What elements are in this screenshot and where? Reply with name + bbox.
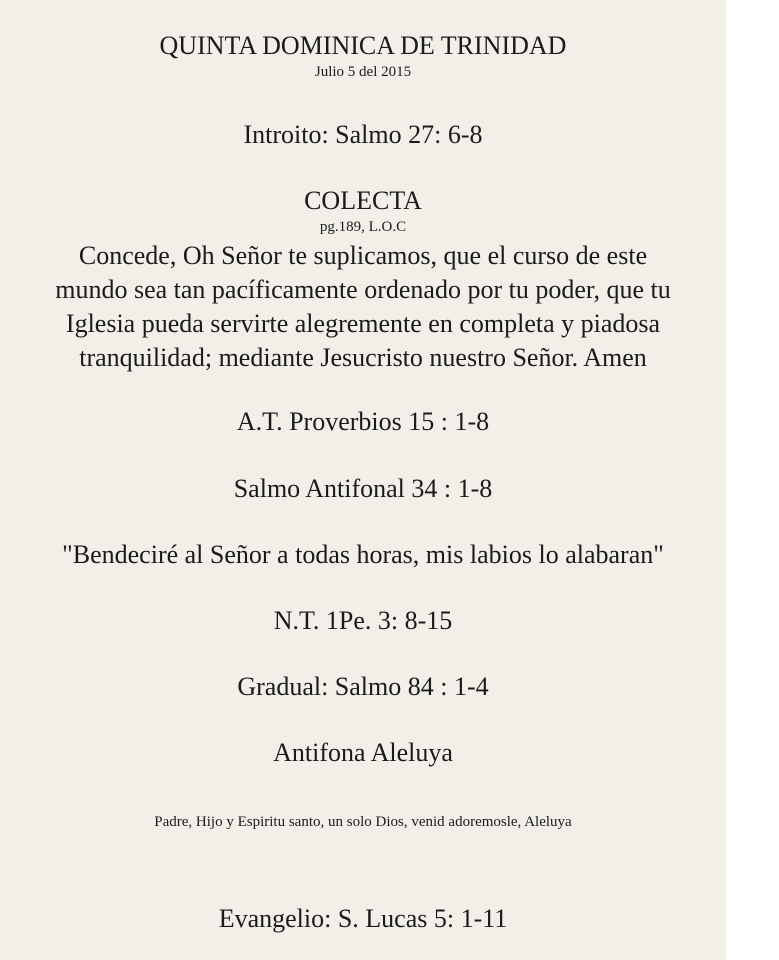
prayer-line: mundo sea tan pacíficamente ordenado por tu poder, que tu <box>55 275 671 304</box>
colecta-reference: pg.189, L.O.C <box>319 219 407 235</box>
prayer-line: Concede, Oh Señor te suplicamos, que el curso de este <box>78 241 648 270</box>
antiphonal-psalm: Salmo Antifonal 34 : 1-8 <box>233 474 493 503</box>
page-title: QUINTA DOMINICA DE TRINIDAD <box>159 31 567 60</box>
gradual-reading: Gradual: Salmo 84 : 1-4 <box>237 672 489 701</box>
service-date: Julio 5 del 2015 <box>314 64 412 80</box>
aleluya-text: Padre, Hijo y Espiritu santo, un solo Dios, venid adoremosle, Aleluya <box>154 814 572 830</box>
colecta-heading: COLECTA <box>304 186 422 215</box>
prayer-line: Iglesia pueda servirte alegremente en completa y piadosa <box>65 309 661 338</box>
colecta-prayer <box>0 239 726 375</box>
prayer-line: tranquilidad; mediante Jesucristo nuestro Señor. Amen <box>79 343 647 372</box>
antiphon-text: "Bendeciré al Señor a todas horas, mis labios lo alabaran" <box>62 540 664 569</box>
gospel-reading: Evangelio: S. Lucas 5: 1-11 <box>218 904 508 933</box>
introito-reading: Introito: Salmo 27: 6-8 <box>243 120 483 149</box>
aleluya-heading: Antifona Aleluya <box>273 738 453 767</box>
new-testament-reading: N.T. 1Pe. 3: 8-15 <box>273 606 453 635</box>
old-testament-reading: A.T. Proverbios 15 : 1-8 <box>236 407 490 436</box>
